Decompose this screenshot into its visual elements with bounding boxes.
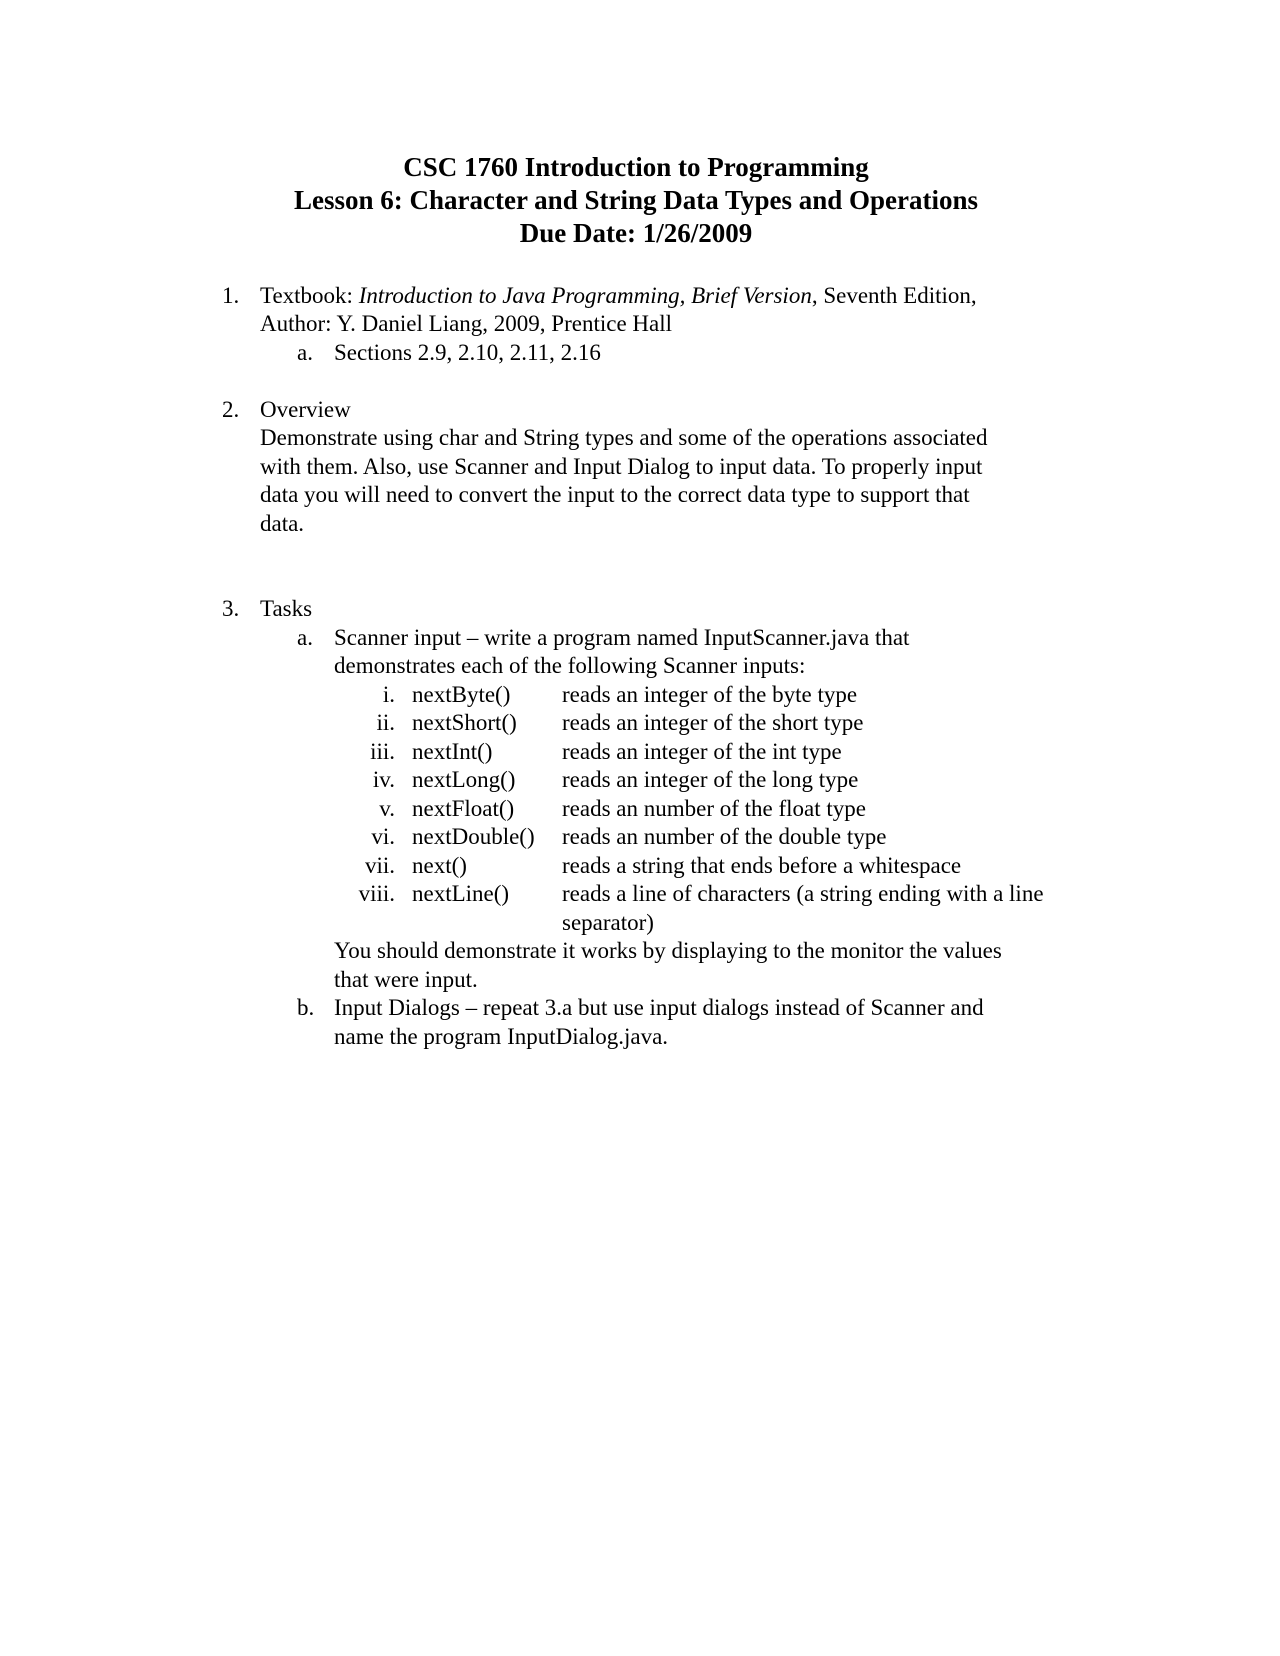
overview-line: data you will need to convert the input to the correct data type to support that xyxy=(260,482,970,507)
task-a-line: Scanner input – write a program named InputScanner.java that xyxy=(334,625,910,650)
method-roman: ii. xyxy=(376,710,395,735)
item-2-number: 2. xyxy=(222,397,240,422)
method-desc: reads a string that ends before a whitespace xyxy=(562,853,962,878)
method-desc: reads a line of characters (a string ending with a line xyxy=(562,881,1044,906)
method-roman: vii. xyxy=(364,853,395,878)
method-desc: reads an integer of the byte type xyxy=(562,682,858,707)
item-1-number: 1. xyxy=(222,283,240,308)
method-name: nextByte() xyxy=(412,682,511,707)
task-b-line: Input Dialogs – repeat 3.a but use input dialogs instead of Scanner and xyxy=(334,995,984,1020)
overview-line: with them. Also, use Scanner and Input Dialog to input data. To properly input xyxy=(260,454,983,479)
item-1a-sections: Sections 2.9, 2.10, 2.11, 2.16 xyxy=(334,340,601,365)
item-3-number: 3. xyxy=(222,596,240,621)
task-a-closing: that were input. xyxy=(334,967,478,992)
method-desc: reads an integer of the int type xyxy=(562,739,842,764)
method-roman: iii. xyxy=(370,739,395,764)
method-name: next() xyxy=(412,853,467,878)
course-title: CSC 1760 Introduction to Programming xyxy=(403,152,869,182)
method-roman: i. xyxy=(382,682,395,707)
item-3-heading: Tasks xyxy=(260,596,313,621)
method-name: nextLine() xyxy=(412,881,510,906)
method-roman: v. xyxy=(379,796,395,821)
method-name: nextLong() xyxy=(412,767,516,792)
method-desc: reads an integer of the short type xyxy=(562,710,864,735)
lesson-title: Lesson 6: Character and String Data Types and Operations xyxy=(293,185,979,215)
task-a-closing: You should demonstrate it works by displaying to the monitor the values xyxy=(334,938,1002,963)
method-desc: reads an number of the float type xyxy=(562,796,866,821)
due-date: Due Date: 1/26/2009 xyxy=(519,218,753,248)
method-desc-continuation: separator) xyxy=(562,910,654,935)
textbook-label: Textbook: xyxy=(260,283,359,308)
method-name: nextShort() xyxy=(412,710,517,735)
method-roman: iv. xyxy=(372,767,395,792)
method-name: nextFloat() xyxy=(412,796,515,821)
overview-line: Demonstrate using char and String types and some of the operations associated xyxy=(260,425,988,450)
overview-line: data. xyxy=(260,511,305,536)
item-3b-letter: b. xyxy=(297,995,315,1020)
task-a-line: demonstrates each of the following Scanner inputs: xyxy=(334,653,806,678)
item-1-author: Author: Y. Daniel Liang, 2009, Prentice Hall xyxy=(260,311,673,336)
method-roman: vi. xyxy=(371,824,395,849)
task-b-line: name the program InputDialog.java. xyxy=(334,1024,669,1049)
item-3a-letter: a. xyxy=(297,625,313,650)
book-title: Introduction to Java Programming, Brief Version xyxy=(358,283,812,308)
method-name: nextDouble() xyxy=(412,824,535,849)
method-name: nextInt() xyxy=(412,739,493,764)
item-1-textbook xyxy=(260,281,977,310)
method-desc: reads an number of the double type xyxy=(562,824,887,849)
book-edition: , Seventh Edition, xyxy=(811,283,977,308)
item-1a-letter: a. xyxy=(297,340,313,365)
method-desc: reads an integer of the long type xyxy=(562,767,859,792)
item-2-heading: Overview xyxy=(260,397,351,422)
method-roman: viii. xyxy=(358,881,395,906)
